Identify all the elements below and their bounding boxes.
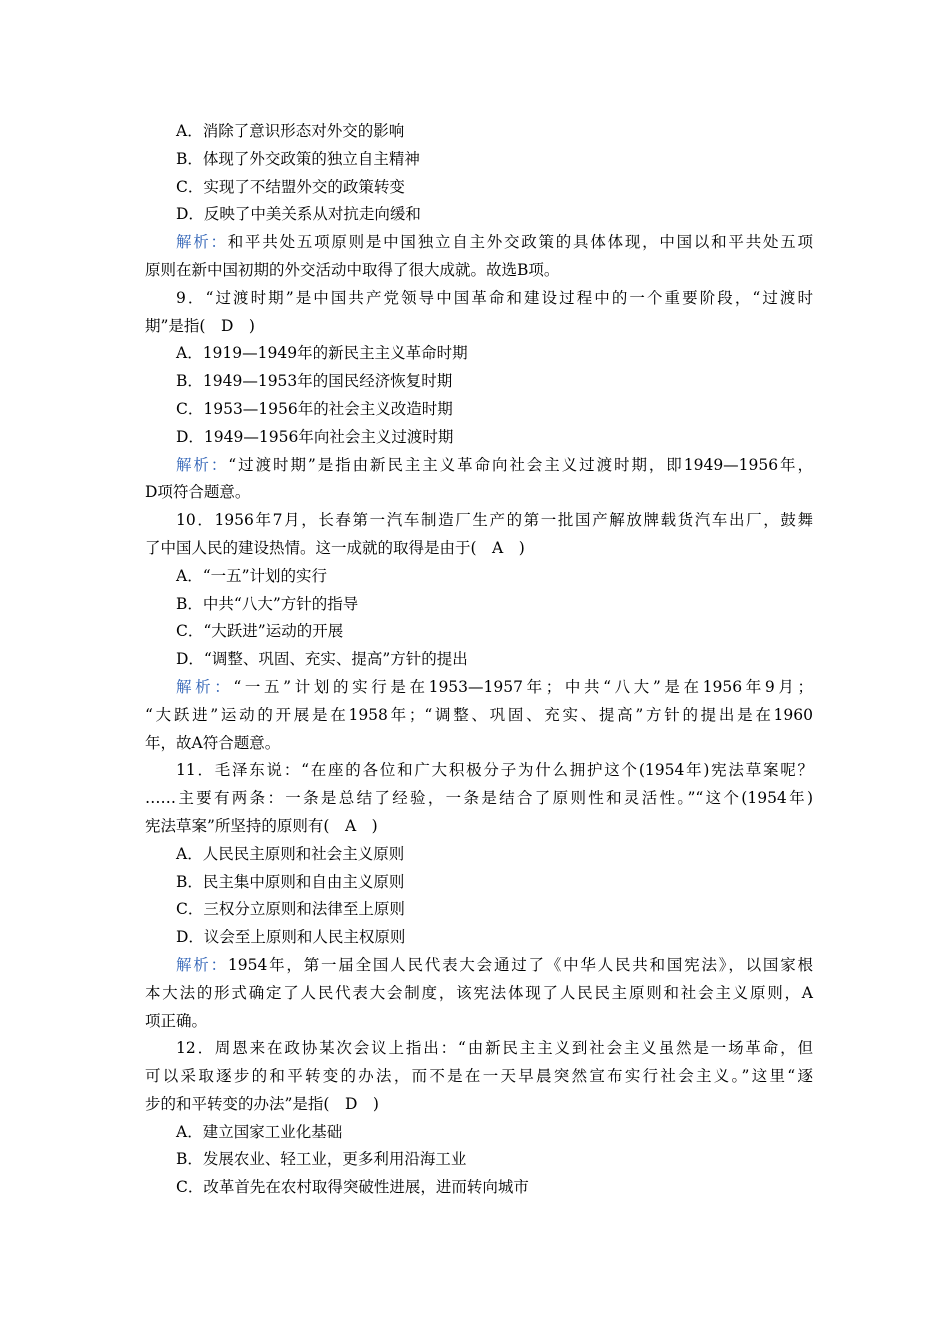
q12-stem-line-2: 可以采取逐步的和平转变的办法，而不是在一天早晨突然宣布实行社会主义。”这里“逐 bbox=[145, 1067, 813, 1086]
q8-analysis-label: 解析： bbox=[176, 233, 228, 252]
q12-option-c: C．改革首先在农村取得突破性进展，进而转向城市 bbox=[176, 1178, 529, 1197]
q10-option-c: C．“大跃进”运动的开展 bbox=[176, 622, 344, 641]
q8-option-a: A．消除了意识形态对外交的影响 bbox=[176, 122, 405, 140]
question-8 bbox=[145, 118, 813, 285]
question-12 bbox=[145, 1035, 813, 1202]
q11-stem-line-1: 11．毛泽东说：“在座的各位和广大积极分子为什么拥护这个(1954年)宪法草案呢？ bbox=[176, 761, 813, 780]
q8-analysis-line-1 bbox=[145, 229, 813, 257]
q10-analysis-line-2: “大跃进”运动的开展是在1958年；“调整、巩固、充实、提高”方针的提出是在1960 bbox=[145, 705, 813, 724]
q9-option-d: D．1949—1956年向社会主义过渡时期 bbox=[176, 427, 454, 446]
q8-option-d: D．反映了中美关系从对抗走向缓和 bbox=[176, 205, 421, 224]
q11-analysis-line-1 bbox=[145, 952, 813, 980]
q11-stem-line-3: 宪法草案”所坚持的原则有( A ) bbox=[145, 816, 378, 835]
q10-analysis-line-3: 年，故A符合题意。 bbox=[145, 733, 281, 752]
q10-stem-line-2: 了中国人民的建设热情。这一成就的取得是由于( A ) bbox=[145, 538, 525, 557]
q9-analysis-text-1: “过渡时期”是指由新民主主义革命向社会主义过渡时期，即1949—1956年， bbox=[228, 455, 813, 474]
q11-option-d: D．议会至上原则和人民主权原则 bbox=[176, 928, 406, 947]
q9-option-a: A．1919—1949年的新民主主义革命时期 bbox=[176, 344, 468, 363]
q10-stem-line-1: 10．1956年7月，长春第一汽车制造厂生产的第一批国产解放牌载货汽车出厂，鼓舞 bbox=[176, 511, 813, 530]
q10-option-d: D．“调整、巩固、充实、提高”方针的提出 bbox=[176, 650, 468, 669]
q9-analysis-line-2: D项符合题意。 bbox=[145, 483, 251, 502]
question-10 bbox=[145, 507, 813, 757]
q12-stem-line-3: 步的和平转变的办法”是指( D ) bbox=[145, 1094, 379, 1113]
q10-analysis-label: 解析： bbox=[176, 677, 234, 696]
q10-analysis-line-1 bbox=[145, 674, 813, 702]
q11-analysis-label: 解析： bbox=[176, 955, 228, 974]
q10-option-b: B．中共“八大”方针的指导 bbox=[176, 594, 359, 613]
q9-analysis-line-1 bbox=[145, 452, 813, 480]
q8-option-c: C．实现了不结盟外交的政策转变 bbox=[176, 177, 405, 196]
q11-analysis-line-2: 本大法的形式确定了人民代表大会制度，该宪法体现了人民民主原则和社会主义原则，A bbox=[145, 983, 813, 1002]
q9-analysis-label: 解析： bbox=[176, 455, 229, 474]
question-9 bbox=[145, 285, 813, 507]
q8-analysis-text-1: 和平共处五项原则是中国独立自主外交政策的具体体现，中国以和平共处五项 bbox=[227, 233, 813, 252]
q9-stem-line-1: 9．“过渡时期”是中国共产党领导中国革命和建设过程中的一个重要阶段，“过渡时 bbox=[176, 288, 813, 307]
q12-option-a: A．建立国家工业化基础 bbox=[176, 1122, 343, 1141]
q11-option-a: A．人民民主原则和社会主义原则 bbox=[176, 844, 405, 863]
q12-option-b: B．发展农业、轻工业，更多利用沿海工业 bbox=[176, 1150, 467, 1169]
q11-option-b: B．民主集中原则和自由主义原则 bbox=[176, 872, 405, 891]
q10-option-a: A．“一五”计划的实行 bbox=[176, 566, 328, 585]
document-page bbox=[145, 118, 813, 1202]
q10-analysis-text-1: “一五”计划的实行是在1953—1957年；中共“八大”是在1956年9月； bbox=[233, 677, 813, 696]
q11-analysis-line-3: 项正确。 bbox=[145, 1011, 208, 1030]
question-11 bbox=[145, 757, 813, 1035]
q8-analysis-line-2: 原则在新中国初期的外交活动中取得了很大成就。故选B项。 bbox=[145, 260, 560, 279]
q11-analysis-text-1: 1954年，第一届全国人民代表大会通过了《中华人民共和国宪法》，以国家根 bbox=[227, 955, 813, 974]
q11-stem-line-2: ……主要有两条：一条是总结了经验，一条是结合了原则性和灵活性。”“这个(1954年) bbox=[145, 789, 813, 808]
q11-option-c: C．三权分立原则和法律至上原则 bbox=[176, 900, 405, 919]
q12-stem-line-1: 12．周恩来在政协某次会议上指出：“由新民主主义到社会主义虽然是一场革命，但 bbox=[176, 1039, 813, 1058]
q9-stem-line-2: 期”是指( D ) bbox=[145, 316, 255, 335]
q8-option-b: B．体现了外交政策的独立自主精神 bbox=[176, 149, 420, 168]
q9-option-b: B．1949—1953年的国民经济恢复时期 bbox=[176, 372, 453, 391]
q9-option-c: C．1953—1956年的社会主义改造时期 bbox=[176, 399, 453, 418]
